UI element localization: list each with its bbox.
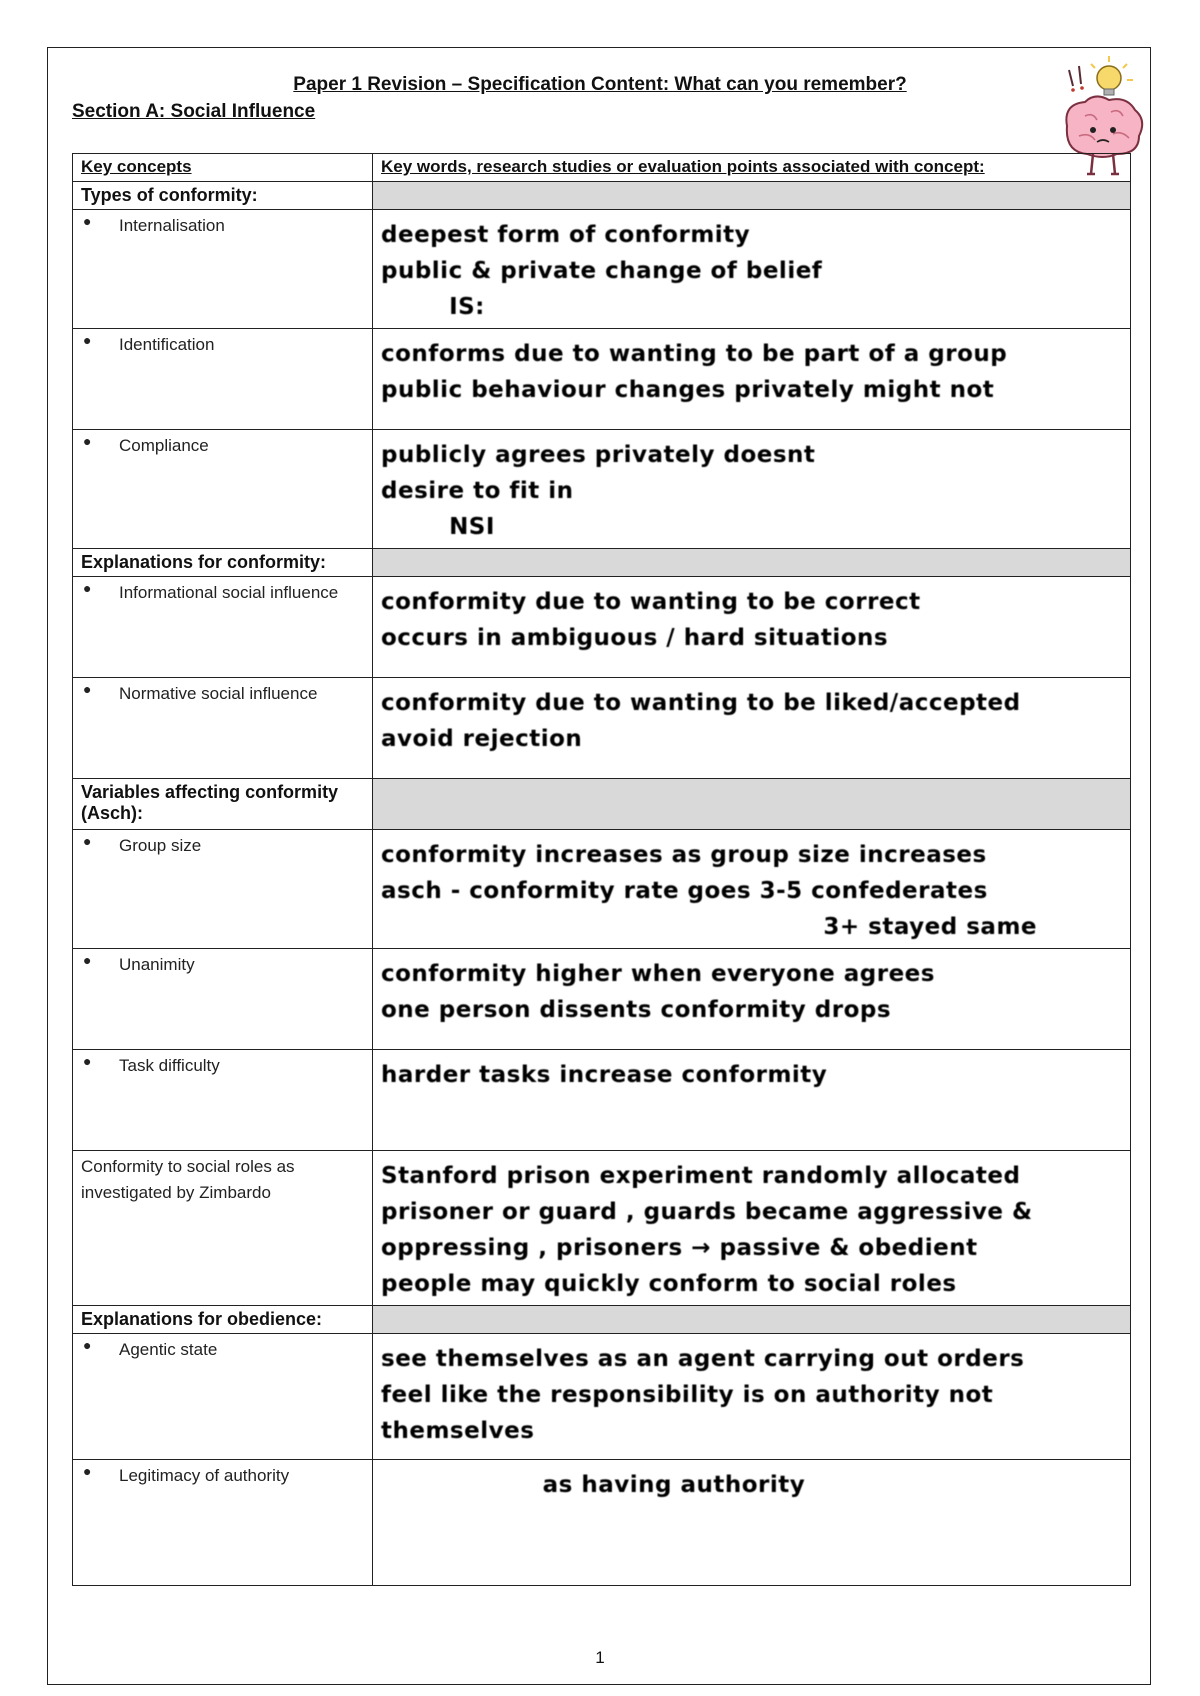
bullet-icon: ●: [83, 1463, 92, 1479]
document-title: Paper 1 Revision – Specification Content: What can you remember?: [293, 74, 907, 95]
key-words-header: Key words, research studies or evaluation points associated with concept:: [373, 154, 1131, 182]
handwritten-answer: see themselves as an agent carrying out orders feel like the responsibility is on authority not themselves: [381, 1346, 1025, 1444]
group-shaded-cell: [373, 182, 1131, 210]
handwritten-answer: as having authority: [381, 1472, 806, 1498]
handwritten-answer: conformity due to wanting to be correct occurs in ambiguous / hard situations: [381, 589, 921, 651]
bullet-icon: ●: [83, 1053, 92, 1069]
answer-cell[interactable]: [373, 329, 1131, 430]
concept-row: [73, 1460, 1131, 1586]
group-header-row: [73, 182, 1131, 210]
group-label: Variables affecting conformity (Asch):: [73, 779, 373, 830]
answer-cell[interactable]: [373, 1050, 1131, 1151]
concept-label: Compliance: [119, 436, 209, 455]
concept-label: Legitimacy of authority: [119, 1466, 290, 1485]
concept-label: Unanimity: [119, 955, 195, 974]
section-title: Section A: Social Influence: [72, 101, 316, 122]
concept-row: [73, 1050, 1131, 1151]
key-concepts-header: Key concepts: [73, 154, 373, 182]
handwritten-answer: publicly agrees privately doesnt desire to fit in NSI: [381, 442, 816, 540]
handwritten-answer: conformity due to wanting to be liked/accepted avoid rejection: [381, 690, 1021, 752]
concept-row: [73, 949, 1131, 1050]
concept-cell: [73, 577, 373, 678]
concept-cell: [73, 430, 373, 549]
answer-cell[interactable]: [373, 678, 1131, 779]
concept-cell: [73, 329, 373, 430]
answer-cell[interactable]: [373, 1151, 1131, 1306]
answer-cell[interactable]: [373, 1334, 1131, 1460]
concept-label: Conformity to social roles as investigated by Zimbardo: [81, 1157, 295, 1202]
answer-cell[interactable]: [373, 210, 1131, 329]
group-label: Types of conformity:: [73, 182, 373, 210]
concept-label: Task difficulty: [119, 1056, 220, 1075]
concept-label: Agentic state: [119, 1340, 218, 1359]
answer-cell[interactable]: [373, 949, 1131, 1050]
concept-label: Normative social influence: [119, 684, 318, 703]
concept-row: [73, 678, 1131, 779]
handwritten-answer: Stanford prison experiment randomly allocated prisoner or guard , guards became aggressive & oppressing , prisoners → passive & obedient people may quickly conform to social roles: [381, 1163, 1033, 1297]
table-header-row: [73, 154, 1131, 182]
group-header-row: [73, 779, 1131, 830]
group-shaded-cell: [373, 779, 1131, 830]
bullet-icon: ●: [83, 580, 92, 596]
concept-label: Group size: [119, 836, 202, 855]
handwritten-answer: deepest form of conformity public & private change of belief IS:: [381, 222, 823, 320]
concept-cell: [73, 678, 373, 779]
handwritten-answer: conformity increases as group size increases asch - conformity rate goes 3-5 confederates 3+ stayed same: [381, 842, 1038, 940]
answer-cell[interactable]: [373, 830, 1131, 949]
handwritten-answer: conforms due to wanting to be part of a group public behaviour changes privately might not: [381, 341, 1008, 403]
concept-label: Identification: [119, 335, 215, 354]
concept-row: [73, 329, 1131, 430]
concept-row: [73, 830, 1131, 949]
answer-cell[interactable]: [373, 430, 1131, 549]
bullet-icon: ●: [83, 332, 92, 348]
bullet-icon: ●: [83, 1337, 92, 1353]
handwritten-answer: conformity higher when everyone agrees one person dissents conformity drops: [381, 961, 935, 1023]
concept-row: [73, 1334, 1131, 1460]
concept-cell: [73, 830, 373, 949]
concept-row: [73, 210, 1131, 329]
revision-table: [72, 153, 1131, 1586]
concept-label: Internalisation: [119, 216, 225, 235]
bullet-icon: ●: [83, 213, 92, 229]
concept-row: [73, 577, 1131, 678]
handwritten-answer: harder tasks increase conformity: [381, 1062, 828, 1088]
answer-cell[interactable]: [373, 1460, 1131, 1586]
concept-cell: [73, 1334, 373, 1460]
concept-cell: [73, 949, 373, 1050]
concept-label: Informational social influence: [119, 583, 339, 602]
group-header-row: [73, 549, 1131, 577]
concept-cell: [73, 1050, 373, 1151]
group-label: Explanations for obedience:: [73, 1306, 373, 1334]
concept-cell: [73, 1460, 373, 1586]
concept-row: [73, 430, 1131, 549]
bullet-icon: ●: [83, 952, 92, 968]
concept-row: [73, 1151, 1131, 1306]
concept-cell: [73, 210, 373, 329]
group-shaded-cell: [373, 549, 1131, 577]
group-label: Explanations for conformity:: [73, 549, 373, 577]
answer-cell[interactable]: [373, 577, 1131, 678]
bullet-icon: ●: [83, 681, 92, 697]
group-header-row: [73, 1306, 1131, 1334]
bullet-icon: ●: [83, 433, 92, 449]
concept-cell: [73, 1151, 373, 1306]
bullet-icon: ●: [83, 833, 92, 849]
group-shaded-cell: [373, 1306, 1131, 1334]
page-number: 1: [595, 1648, 605, 1667]
